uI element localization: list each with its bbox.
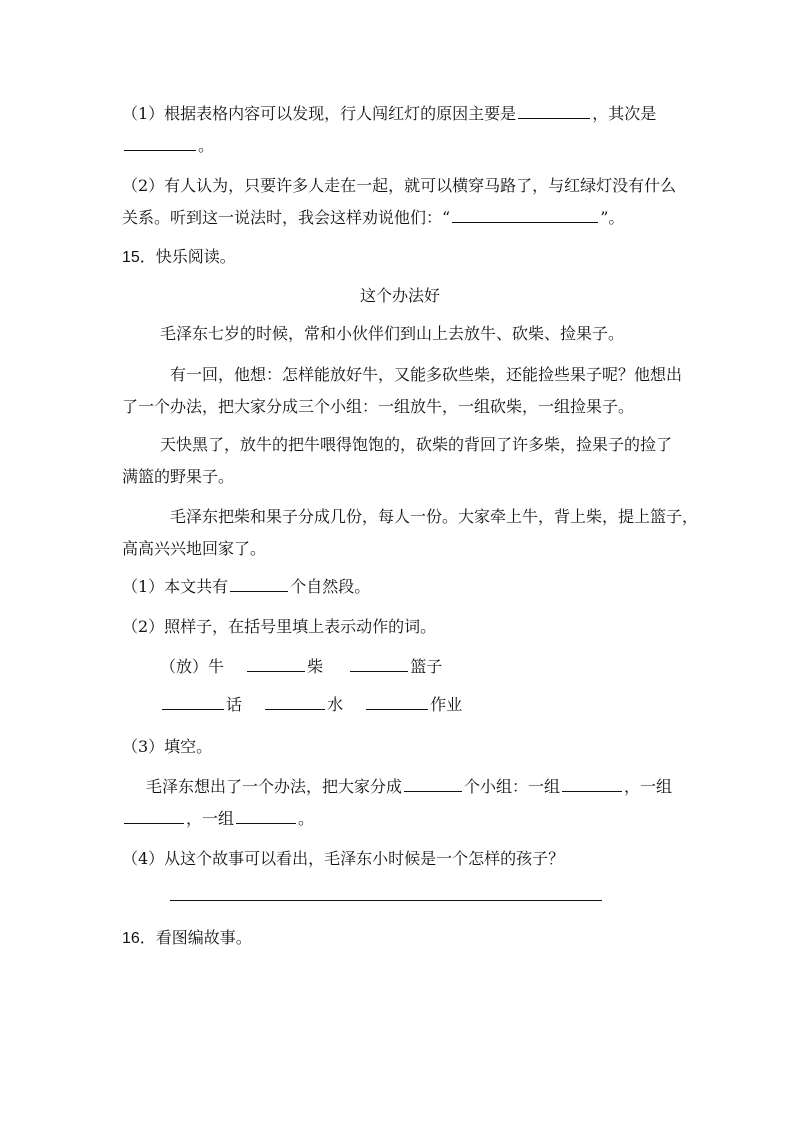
passage-paragraph-4-cont: 高高兴兴地回家了。: [122, 539, 267, 558]
q15-2: （2）照样子，在括号里填上表示动作的词。: [122, 617, 437, 636]
blank-zuoye[interactable]: [366, 695, 428, 710]
q15-4-answer-line[interactable]: [170, 900, 602, 901]
passage-title: 这个办法好: [359, 286, 440, 305]
blank-chai[interactable]: [247, 657, 305, 672]
q14-1-line2: 。: [122, 136, 214, 156]
q15-3-line1: 毛泽东想出了一个办法，把大家分成 个小组：一组 ，一组: [146, 777, 673, 796]
q14-1-text: （1）根据表格内容可以发现，行人闯红灯的原因主要是: [122, 104, 517, 123]
blank-group-3[interactable]: [236, 809, 296, 824]
q15-2-row2: 话 水 作业: [160, 695, 462, 715]
passage-paragraph-4: 毛泽东把柴和果子分成几份，每人一份。大家牵上牛，背上柴，提上篮子，: [170, 507, 699, 526]
q16-heading: 16．看图编故事。: [122, 930, 252, 947]
q14-2-blank[interactable]: [452, 208, 598, 223]
q15-2-row1: （放）牛 柴 篮子: [160, 657, 443, 676]
passage-paragraph-2: 有一回，他想：怎样能放好牛，又能多砍些柴，还能捡些果子呢？他想出: [170, 365, 683, 384]
blank-lanzi[interactable]: [350, 657, 408, 672]
q15-1: （1）本文共有 个自然段。: [122, 577, 371, 596]
blank-group-1[interactable]: [562, 777, 622, 792]
q15-4: （4）从这个故事可以看出，毛泽东小时候是一个怎样的孩子？: [122, 849, 565, 868]
q15-heading: 15．快乐阅读。: [122, 249, 236, 266]
blank-group-2[interactable]: [124, 809, 184, 824]
passage-paragraph-3-cont: 满篮的野果子。: [122, 467, 235, 486]
q15-3-line2: ，一组 。: [122, 809, 314, 829]
q14-2-line2: 关系。听到这一说法时，我会这样劝说他们：“ ”。: [122, 208, 625, 227]
q14-2-line1: （2）有人认为，只要许多人走在一起，就可以横穿马路了，与红绿灯没有什么: [122, 176, 677, 195]
q15-3: （3）填空。: [122, 737, 213, 756]
q15-1-blank[interactable]: [230, 577, 288, 592]
blank-group-count[interactable]: [404, 777, 462, 792]
passage-paragraph-2-cont: 了一个办法，把大家分成三个小组：一组放牛，一组砍柴，一组捡果子。: [122, 397, 635, 416]
q14-1-blank-b[interactable]: [124, 136, 196, 151]
passage-paragraph-3: 天快黑了，放牛的把牛喂得饱饱的，砍柴的背回了许多柴，捡果子的捡了: [160, 435, 673, 454]
example-word: （放）牛: [160, 657, 225, 676]
q14-1-blank-a[interactable]: [518, 104, 590, 119]
q14-1-line1: （1）根据表格内容可以发现，行人闯红灯的原因主要是 ，其次是: [122, 104, 657, 123]
blank-shui[interactable]: [265, 695, 325, 710]
blank-hua[interactable]: [162, 695, 224, 710]
passage-paragraph-1: 毛泽东七岁的时候，常和小伙伴们到山上去放牛、砍柴、捡果子。: [160, 324, 625, 343]
